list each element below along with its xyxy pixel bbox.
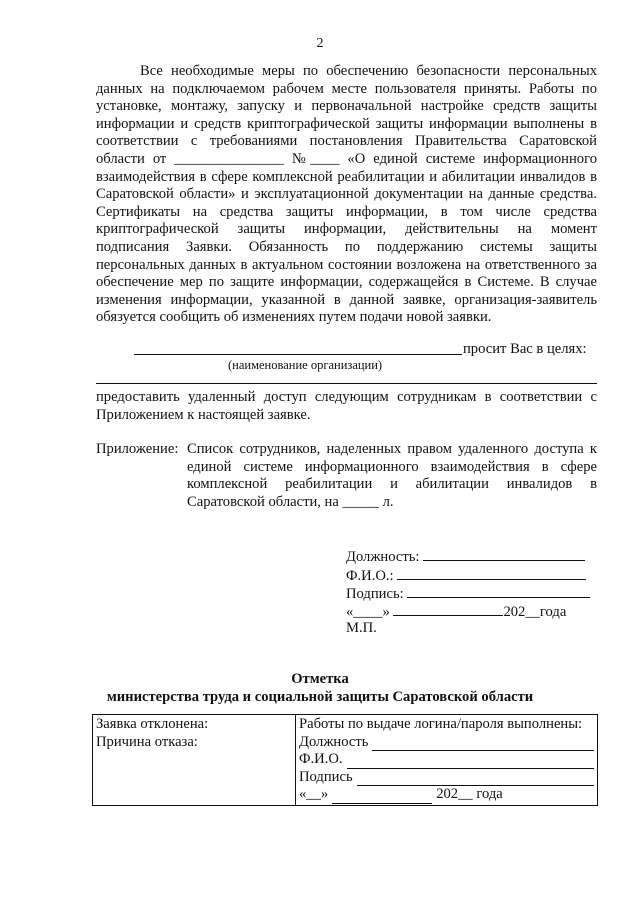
credentials-date-month-line	[332, 789, 432, 804]
stamp-place: М.П.	[346, 620, 377, 636]
credentials-fio-label: Ф.И.О.	[299, 751, 343, 768]
credentials-position-label: Должность	[299, 733, 369, 750]
sign-line	[407, 583, 590, 598]
appendix-label: Приложение:	[96, 441, 179, 457]
reason-label: Причина отказа:	[96, 733, 198, 750]
credentials-fio-line	[347, 755, 594, 769]
signature-position-row	[346, 546, 585, 566]
rejected-label: Заявка отклонена:	[96, 716, 209, 732]
credentials-done-label: Работы по выдаче логина/пароля выполнены:	[299, 716, 583, 732]
fio-label: Ф.И.О.:	[346, 568, 394, 584]
credentials-date-year: 202__ года	[436, 786, 503, 803]
signature-date-row	[346, 601, 566, 621]
ministry-mark-table	[92, 714, 598, 806]
mark-title: Отметка	[291, 671, 349, 687]
page-number: 2	[316, 36, 324, 51]
date-month-line	[393, 601, 503, 616]
credentials-sign-line	[357, 772, 594, 786]
main-paragraph: Все необходимые меры по обеспечению безопасности персональных данных на подключаемом рабочем месте пользователя приняты. Работы по установке, монтажу, запуску и первоначальной настройке средств защиты информации и средств криптографической защиты информации выполнены в соответствии с требованиями постановления Правительства Саратовской области от _______________ №____ «О единой системе информационного взаимодействия в сфере комплексной реабилитации и абилитации инвалидов в Саратовской области» и эксплуатационной документации на данные средства. Сертификаты на средства защиты информации, в том числе средства криптографической защиты информации, действительны на момент подписания Заявки. Обязанность по поддержанию системы защиты персональных данных в актуальном состоянии возложена на ответственного за обеспечение мер по защите информации, содержащейся в Системе. В случае изменения информации, указанной в данной заявке, организация-заявитель обязуется сообщить об изменениях путем подачи новой заявки.	[96, 63, 597, 326]
date-day: «____»	[346, 604, 390, 620]
credentials-date-day: «__»	[299, 786, 329, 803]
credentials-fio-row	[299, 751, 594, 769]
mark-subtitle: министерства труда и социальной защиты Саратовской области	[106, 689, 534, 705]
credentials-position-row	[299, 734, 594, 752]
position-line	[423, 546, 585, 561]
credentials-date-row	[299, 786, 594, 804]
organization-name-caption: (наименование организации)	[228, 358, 383, 372]
position-label: Должность:	[346, 549, 420, 565]
grant-text: предоставить удаленный доступ следующим сотрудникам в соответствии с Приложением к настоящей заявке.	[96, 389, 597, 423]
credentials-sign-row	[299, 769, 594, 787]
request-suffix: просит Вас в целях:	[463, 341, 587, 357]
appendix-text: Список сотрудников, наделенных правом удаленного доступа к единой системе информационного взаимодействия в сфере комплексной реабилитации и абилитации инвалидов в Саратовской области, на _____ л.	[187, 441, 597, 510]
rejection-cell	[93, 715, 296, 806]
organization-name-line	[134, 354, 462, 355]
date-year: 202__года	[503, 604, 567, 620]
signature-fio-row	[346, 565, 586, 585]
credentials-sign-label: Подпись	[299, 768, 353, 785]
sign-label: Подпись:	[346, 586, 404, 602]
credentials-position-line	[372, 737, 594, 751]
signature-sign-row	[346, 583, 590, 603]
purpose-line	[96, 383, 597, 384]
fio-line	[397, 565, 586, 580]
credentials-cell	[296, 715, 598, 806]
